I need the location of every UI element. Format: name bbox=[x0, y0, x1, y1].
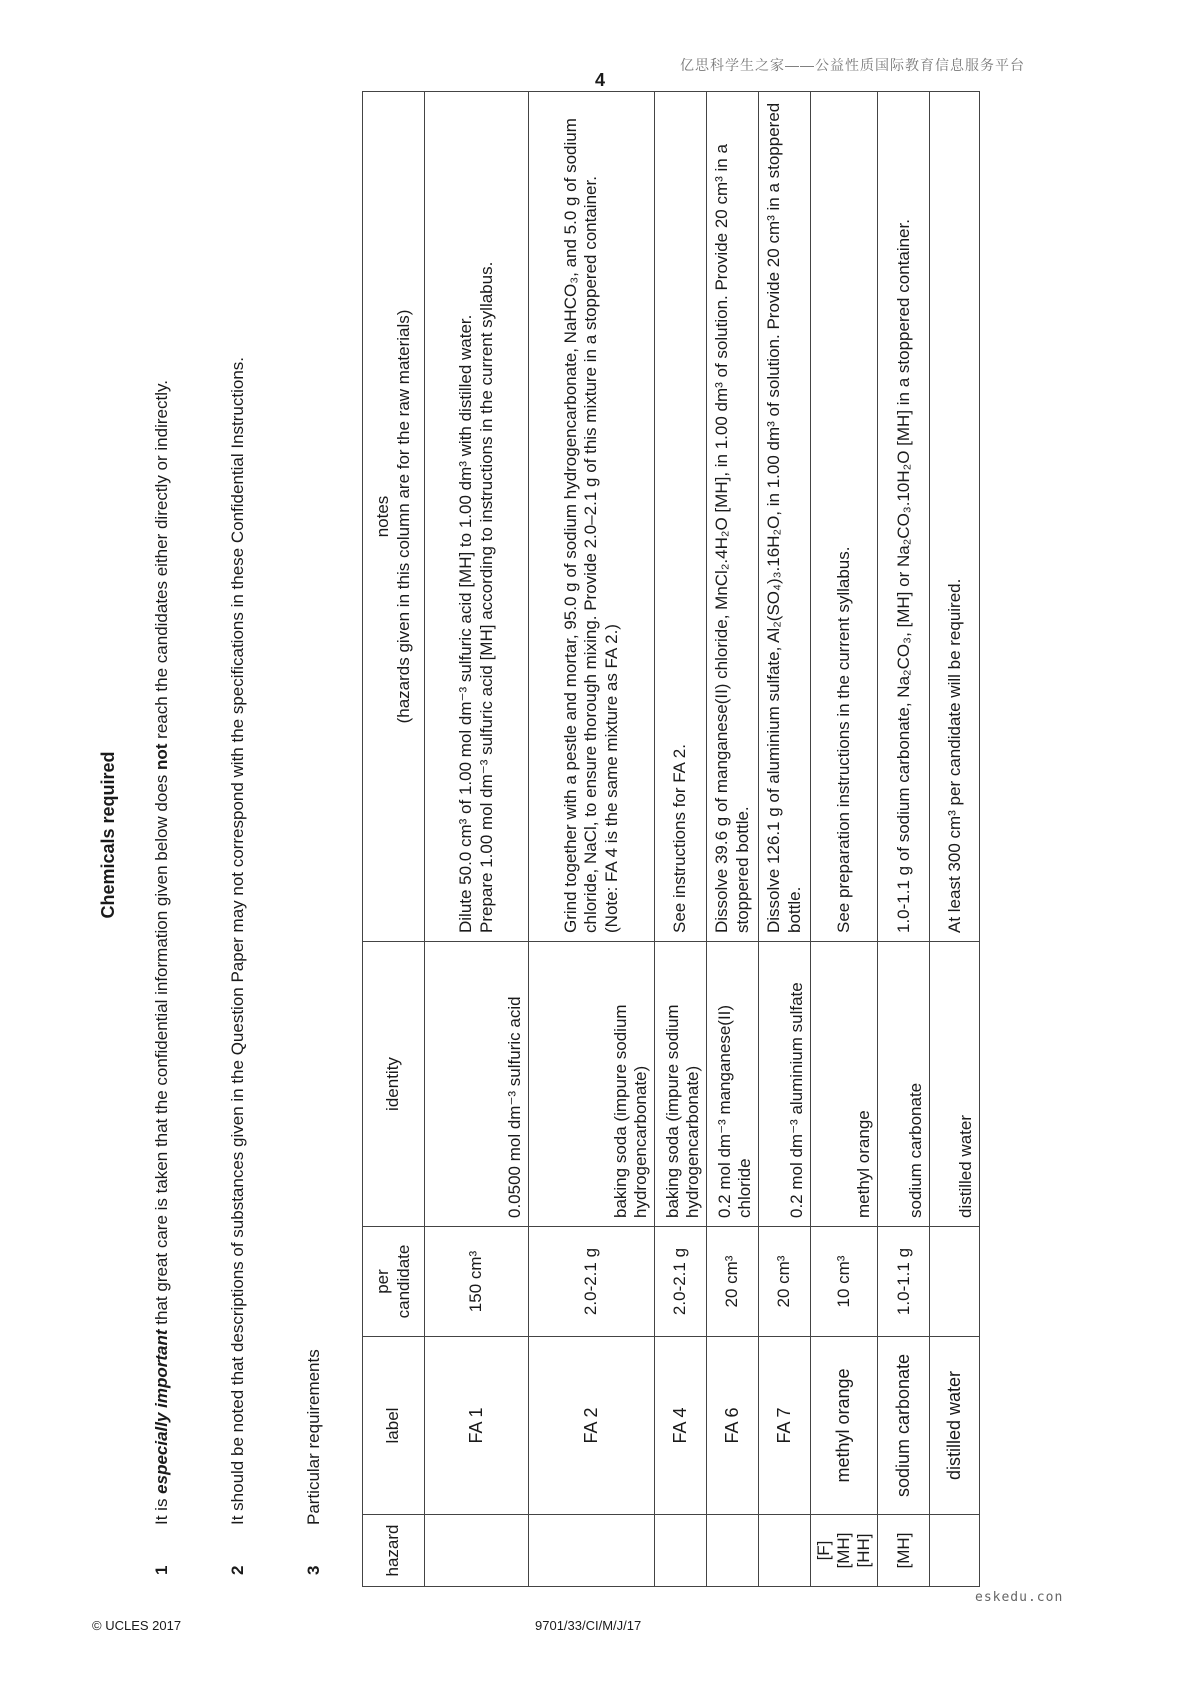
cell-label: FA 7 bbox=[759, 1337, 811, 1515]
cell-hazard bbox=[811, 1515, 878, 1587]
cell-per-candidate: 20 cm³ bbox=[707, 1227, 759, 1337]
page-heading: Chemicals required bbox=[98, 751, 118, 919]
table-row bbox=[425, 92, 529, 1587]
cell-label: FA 4 bbox=[655, 1337, 707, 1515]
cell-identity: baking soda (impure sodium hydrogencarbonate) bbox=[529, 942, 655, 1227]
cell-notes bbox=[655, 92, 707, 942]
item-text: It is especially important that great care is taken that the confidential information given below does not reach the candidates either directly or indirectly. bbox=[152, 380, 171, 1525]
cell-notes bbox=[759, 92, 811, 942]
table-row bbox=[655, 92, 707, 1587]
item-number: 2 bbox=[228, 1565, 247, 1575]
note-line: See instructions for FA 2. bbox=[670, 744, 690, 933]
item-text: It should be noted that descriptions of substances given in the Question Paper may not correspond with the specifications in these Confidential Instructions. bbox=[228, 356, 247, 1525]
cell-per-candidate bbox=[930, 1227, 980, 1337]
cell-hazard bbox=[759, 1515, 811, 1587]
cell-identity: baking soda (impure sodium hydrogencarbonate) bbox=[655, 942, 707, 1227]
note-line: Grind together with a pestle and mortar, 95.0 g of sodium hydrogencarbonate, NaHCO₃, and 5.0 g of sodium chloride, NaCl, to ensure thorough mixing. Provide 2.0–2.1 g of this mixture in a stoppered container. bbox=[561, 118, 601, 933]
header-identity: identity bbox=[363, 942, 425, 1227]
cell-identity: sodium carbonate bbox=[878, 942, 930, 1227]
cell-hazard bbox=[930, 1515, 980, 1587]
cell-hazard bbox=[655, 1515, 707, 1587]
hazard-code: [F] bbox=[814, 1540, 833, 1561]
header-label: label bbox=[363, 1337, 425, 1515]
note-line: At least 300 cm³ per candidate will be required. bbox=[944, 578, 964, 933]
cell-hazard bbox=[707, 1515, 759, 1587]
table-row bbox=[878, 92, 930, 1587]
note-line: Dilute 50.0 cm³ of 1.00 mol dm⁻³ sulfuric acid [MH] to 1.00 dm³ with distilled water. bbox=[456, 314, 476, 933]
table-row bbox=[707, 92, 759, 1587]
table-row bbox=[930, 92, 980, 1587]
hazard-code: [MH] bbox=[834, 1532, 854, 1569]
hazard-code: [MH] bbox=[893, 1532, 913, 1569]
cell-identity: 0.2 mol dm⁻³ manganese(II) chloride bbox=[707, 942, 759, 1227]
header-hazard: hazard bbox=[363, 1515, 425, 1587]
footer-code: 9701/33/CI/M/J/17 bbox=[535, 1618, 642, 1633]
hazard-code: [HH] bbox=[854, 1533, 874, 1568]
table-row bbox=[759, 92, 811, 1587]
item-text: Particular requirements bbox=[304, 1349, 323, 1525]
cell-identity: 0.2 mol dm⁻³ aluminium sulfate bbox=[759, 942, 811, 1227]
cell-label: FA 2 bbox=[529, 1337, 655, 1515]
cell-label: sodium carbonate bbox=[878, 1337, 930, 1515]
cell-hazard bbox=[878, 1515, 930, 1587]
cell-identity: 0.0500 mol dm⁻³ sulfuric acid bbox=[425, 942, 529, 1227]
item-number: 3 bbox=[304, 1565, 323, 1575]
note-line: See preparation instructions in the current syllabus. bbox=[834, 546, 854, 933]
cell-notes bbox=[707, 92, 759, 942]
footer-copyright: © UCLES 2017 bbox=[92, 1618, 182, 1633]
cell-per-candidate: 20 cm³ bbox=[759, 1227, 811, 1337]
chemicals-table bbox=[362, 91, 980, 1587]
cell-identity: methyl orange bbox=[811, 942, 878, 1227]
cell-notes bbox=[811, 92, 878, 942]
note-line: Prepare 1.00 mol dm⁻³ sulfuric acid [MH] according to instructions in the current syllabus. bbox=[476, 261, 496, 933]
table-row bbox=[811, 92, 878, 1587]
cell-per-candidate: 2.0-2.1 g bbox=[655, 1227, 707, 1337]
note-line: 1.0-1.1 g of sodium carbonate, Na₂CO₃, [MH] or Na₂CO₃.10H₂O [MH] in a stoppered container. bbox=[893, 219, 913, 933]
cell-label: FA 1 bbox=[425, 1337, 529, 1515]
cell-label: FA 6 bbox=[707, 1337, 759, 1515]
cell-notes bbox=[930, 92, 980, 942]
item-number: 1 bbox=[152, 1565, 171, 1575]
header-watermark: 亿思科学生之家——公益性质国际教育信息服务平台 bbox=[680, 57, 1025, 73]
rotated-content bbox=[80, 75, 1080, 1595]
cell-per-candidate: 150 cm³ bbox=[425, 1227, 529, 1337]
cell-per-candidate: 10 cm³ bbox=[811, 1227, 878, 1337]
note-line: Dissolve 39.6 g of manganese(II) chloride, MnCl₂.4H₂O [MH], in 1.00 dm³ of solution. Provide 20 cm³ in a stoppered bottle. bbox=[712, 144, 752, 933]
footer-site-watermark: eskedu.con bbox=[975, 1590, 1064, 1605]
header-notes: notes (hazards given in this column are for the raw materials) bbox=[363, 92, 425, 942]
cell-notes bbox=[878, 92, 930, 942]
cell-notes bbox=[425, 92, 529, 942]
cell-per-candidate: 1.0-1.1 g bbox=[878, 1227, 930, 1337]
table-row bbox=[529, 92, 655, 1587]
note-line: (Note: FA 4 is the same mixture as FA 2.) bbox=[601, 624, 621, 933]
page-number: 4 bbox=[595, 70, 606, 90]
cell-identity: distilled water bbox=[930, 942, 980, 1227]
cell-per-candidate: 2.0-2.1 g bbox=[529, 1227, 655, 1337]
cell-notes bbox=[529, 92, 655, 942]
cell-hazard bbox=[425, 1515, 529, 1587]
cell-label: methyl orange bbox=[811, 1337, 878, 1515]
header-per-candidate: per candidate bbox=[363, 1227, 425, 1337]
table-header-row bbox=[363, 92, 425, 1587]
note-line: Dissolve 126.1 g of aluminium sulfate, Al₂(SO₄)₃.16H₂O, in 1.00 dm³ of solution. Provide 20 cm³ in a stoppered bottle. bbox=[764, 102, 804, 933]
cell-hazard bbox=[529, 1515, 655, 1587]
cell-label: distilled water bbox=[930, 1337, 980, 1515]
